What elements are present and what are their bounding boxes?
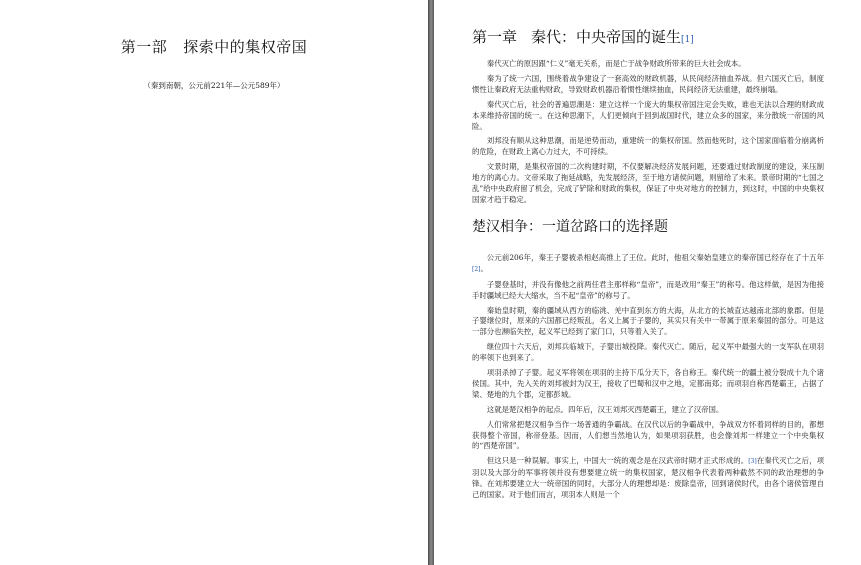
paragraph: 刘邦没有顺从这种思潮，而是逆势而动，重建统一的集权帝国。然而他死时，这个国家面临着分崩离析的危险，在财政上离心力过大，不可持续。 — [472, 136, 824, 157]
part-number: 第一部 — [120, 38, 168, 56]
paragraph: 秦代灭亡的原因跟“仁义”毫无关系，而是亡于战争财政所带来的巨大社会成本。 — [486, 59, 746, 68]
chapter-name: 秦代：中央帝国的诞生 — [531, 28, 682, 46]
paragraph: 秦始皇时期，秦的疆域从西方的临洮、羌中直到东方的大海，从北方的长城直达越南北部的象郡。但是子婴继位时，原来的六国都已经叛乱，名义上属于子婴的，其实只有关中一带属于原来秦国的部分。可是这一部分也濒临失控，起义军已经到了家门口，只等着入关了。 — [472, 305, 824, 337]
paragraph — [472, 456, 824, 501]
section-title: 楚汉相争：一道岔路口的选择题 — [472, 218, 668, 235]
chapter-footnote-link[interactable]: [1] — [681, 35, 694, 45]
right-page — [434, 0, 861, 565]
footnote-link[interactable]: [2] — [472, 265, 481, 273]
paragraph: 文景时期，是集权帝国的二次构建时期，不仅要解决经济发展问题，还要通过财政制度的建设，来压制地方的离心力。文帝采取了拖延战略，先发展经济，至于地方诸侯问题，则留给了未来。景帝时期的“七国之乱”给中央政府留了机会，完成了铲除和财政的集权，保证了中央对地方的控制力，到这时，中国的中央集权国家才趋于稳定。 — [472, 162, 824, 204]
paragraph-text: 公元前206年，秦王子婴被杀相赵高推上了王位。此时，他祖父秦始皇建立的秦帝国已经存在了十五年 — [486, 252, 824, 262]
chapter-content — [472, 26, 824, 505]
paragraph-text: 在秦代灭亡之后，项羽以及大部分的军事将领并没有想要建立统一的集权国家，楚汉相争代表着两种截然不同的政治理想的争锋。在刘邦要建立大一统帝国的同时，大部分人的理想却是：废除皇帝，回到诸侯时代，由各个诸侯管理自己的国家。对于他们而言，项羽本人则是一个 — [472, 456, 824, 500]
footnote-link[interactable]: [3] — [748, 458, 757, 466]
paragraph: 项羽杀掉了子婴。起义军将领在项羽的主持下瓜分天下，各自称王。秦代统一的疆土被分裂成十九个诸侯国。其中，先入关的刘邦被封为汉王，接收了巴蜀和汉中之地，定都南郑；而项羽自称西楚霸王，占据了梁、楚地的九个郡，定都彭城。 — [472, 368, 824, 399]
part-title — [0, 36, 428, 57]
paragraph: 这就是楚汉相争的起点。四年后，汉王刘邦灭西楚霸王，建立了汉帝国。 — [486, 404, 724, 414]
chapter-number: 第一章 — [472, 28, 518, 46]
paragraph: 继位四十六天后，刘邦兵临城下，子婴出城投降。秦代灭亡。随后，起义军中最强大的一支军队在项羽的率领下也到来了。 — [472, 342, 824, 363]
paragraph: 人们常常把楚汉相争当作一场普通的争霸战。在汉代以后的争霸战中，争战双方怀着同样的目的，都想获得整个帝国，称帝登基。因而，人们想当然地认为，如果项羽获胜，也会像刘邦一样建立一个中央集权的“西楚帝国”。 — [472, 419, 824, 451]
paragraph — [472, 253, 824, 276]
chapter-title — [472, 26, 824, 47]
paragraph: 子婴登基时，并没有像他之前两任君主那样称“皇帝”，而是改用“秦王”的称号。他这样做，是因为他接手时疆域已经大大缩水，当不起“皇帝”的称号了。 — [472, 279, 824, 300]
paragraph: 秦代灭亡后，社会的普遍思潮是：建立这样一个庞大的集权帝国注定会失败，谁也无法以合理的财政成本来维持帝国的统一。在这种思潮下，人们更倾向于回到战国时代，建立众多的国家，来分散统一帝国的风险。 — [472, 99, 824, 131]
part-subtitle: （秦到南朝，公元前221年—公元589年） — [143, 81, 285, 90]
paragraph-text-start: 但这只是一种误解。事实上，中国大一统的观念是在汉武帝时期才正式形成的。 — [486, 456, 749, 466]
left-page — [0, 0, 428, 565]
part-name: 探索中的集权帝国 — [183, 38, 308, 56]
paragraph-text-end: 。 — [480, 263, 488, 273]
paragraph: 秦为了统一六国，围绕着战争建设了一套高效的财政机器，从民间经济抽血养战。但六国灭亡后，制度惯性让秦政府无法重构财政，导致财政机器沿着惯性继续抽血，民间经济无法重建，最终崩塌。 — [472, 73, 824, 94]
